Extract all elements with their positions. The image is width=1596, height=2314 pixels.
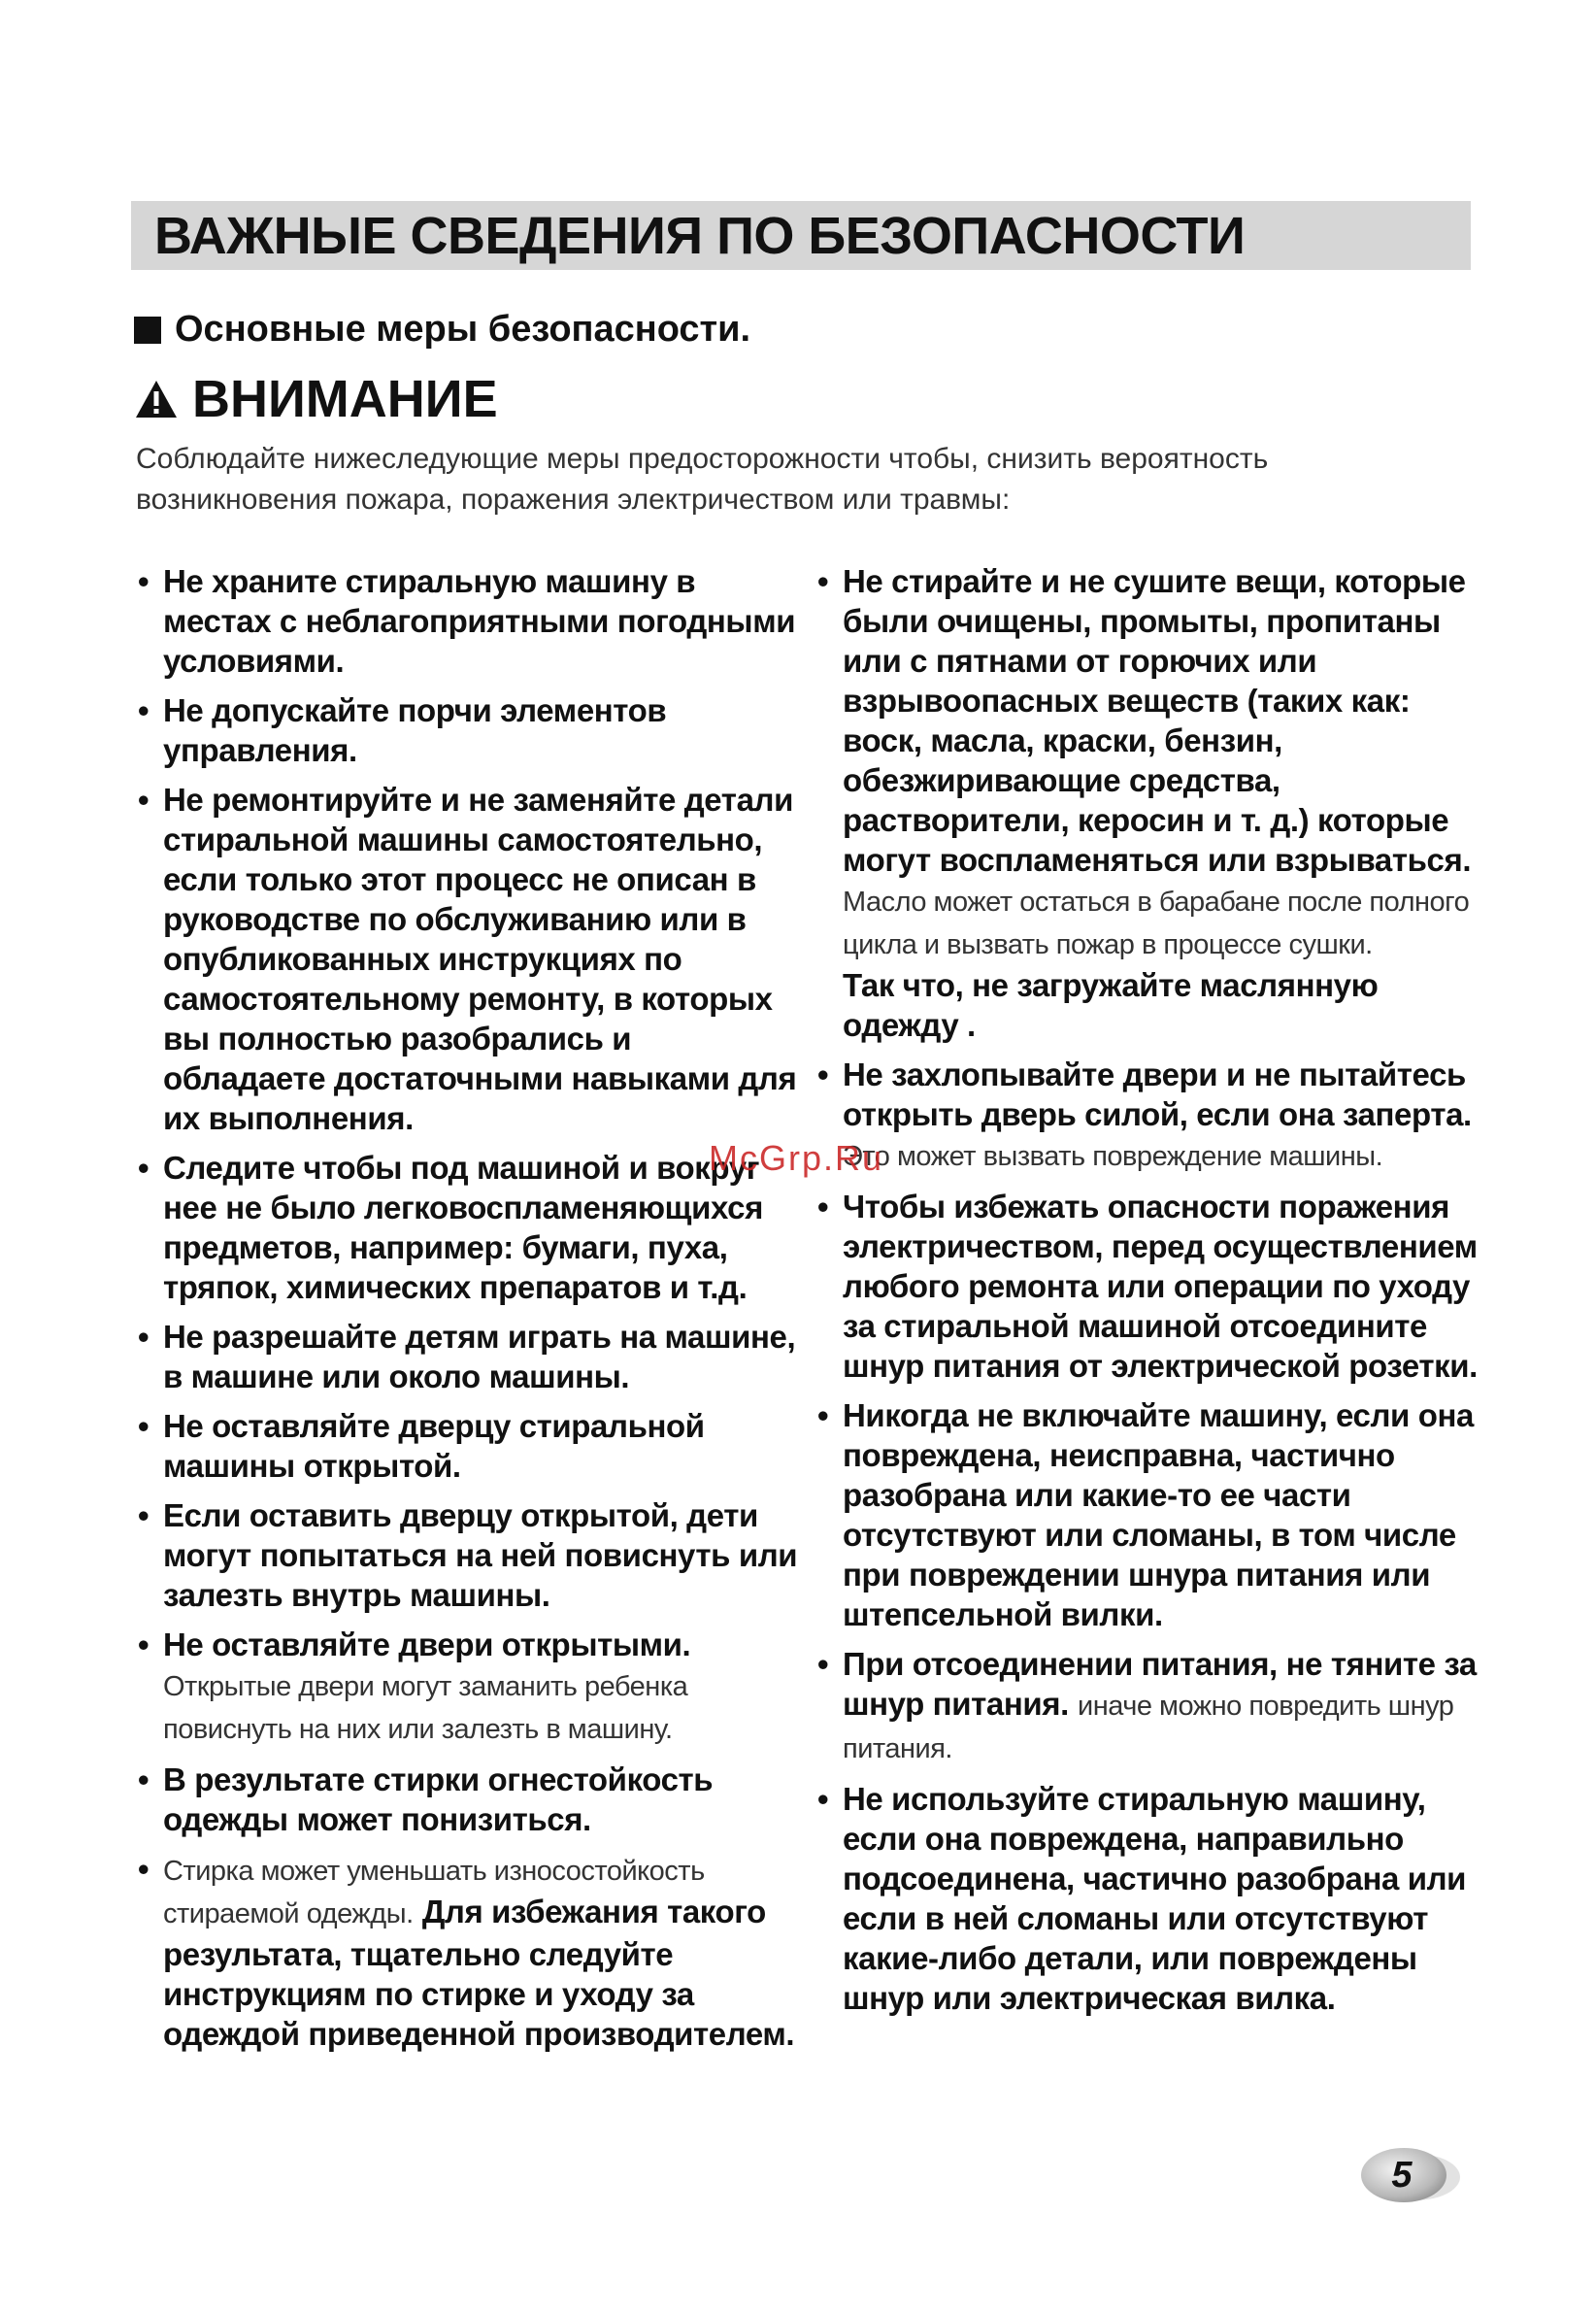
warning-heading [134,369,498,429]
item-note: Открытые двери могут заманить ребенка повиснуть на них или залезть в машину. [163,1671,688,1745]
bullet-mark: • [138,1497,150,1533]
item-text: Для избежания такого результата, тщательно следуйте инструкциям по стирке и уходу за одеждой приведенной производителем. [163,1894,795,2052]
bullet-mark: • [138,1408,150,1444]
bullet-item [817,1779,1478,2018]
bullet-mark: • [817,1397,829,1433]
item-text: Не ремонтируйте и не заменяйте детали стиральной машины самостоятельно, если только этот процесс не описан в руководстве по обслуживанию или в опубликованных инструкциях по самостоятельному ремонту, в которых вы полностью разобрались и обладаете достаточными навыками для их выполнения. [163,782,797,1136]
bullet-item [138,690,798,770]
bullet-item [817,1055,1478,1177]
bullet-mark: • [817,563,829,599]
item-text: Никогда не включайте машину, если она повреждена, неисправна, частично разобрана или какие-то ее части отсутствуют или сломаны, в том числе при повреждении шнура питания или штепсельной вилки. [843,1397,1474,1632]
bullet-item [138,780,798,1138]
bullet-item [138,1406,798,1486]
bullet-mark: • [138,1761,150,1797]
item-note: Это может вызвать повреждение машины. [843,1141,1383,1172]
bullet-item [817,1187,1478,1386]
item-text: Не стирайте и не сушите вещи, которые были очищены, промыты, пропитаны или с пятнами от горючих или взрывоопасных веществ (таких как: воск, масла, краски, бензин, обезжиривающие средства, растворители, керосин и т. д.) которые могут воспламеняться или взрываться. [843,563,1472,878]
bullet-item [817,1395,1478,1634]
bullet-item [817,1644,1478,1769]
bullet-mark: • [138,1851,150,1887]
item-text: Если оставить дверцу открытой, дети могут попытаться на ней повиснуть или залезть внутрь машины. [163,1497,798,1613]
bullet-mark: • [138,1627,150,1662]
square-bullet-icon [134,317,161,344]
item-text: Не используйте стиральную машину, если она повреждена, направильно подсоединена, частично разобрана или если в ней сломаны или отсутствуют какие-либо детали, или повреждены шнур или электрическая вилка. [843,1781,1467,2016]
item-text: При отсоединении питания, не тяните за шнур питания. [843,1646,1477,1722]
item-text: В результате стирки огнестойкость одежды может понизиться. [163,1761,714,1837]
watermark: McGrp.Ru [709,1138,884,1178]
item-text: Не разрешайте детям играть на машине, в машине или около машины. [163,1319,796,1394]
section-heading [134,309,750,351]
bullet-mark: • [138,563,150,599]
left-column [138,561,798,2063]
bullet-mark: • [817,1189,829,1224]
bullet-item [138,1317,798,1396]
item-text: Не оставляйте двери открытыми. [163,1627,691,1662]
item-text: Не храните стиральную машину в местах с неблагоприятными погодными условиями. [163,563,796,679]
bullet-item [138,1625,798,1750]
item-text: Не захлопывайте двери и не пытайтесь открыть дверь силой, если она заперта. [843,1056,1472,1132]
intro-paragraph: Соблюдайте нижеследующие меры предосторожности чтобы, снизить вероятность возникновения пожара, поражения электричеством или травмы: [136,443,1269,516]
page-number: 5 [1391,2154,1413,2196]
bullet-mark: • [817,1781,829,1817]
section-heading-text: Основные меры безопасности. [175,309,751,350]
bullet-mark: • [138,782,150,818]
bullet-mark: • [138,1150,150,1186]
warning-heading-text: ВНИМАНИЕ [192,370,498,428]
bullet-mark: • [138,1319,150,1355]
warning-triangle-icon [134,379,179,419]
item-text: Не допускайте порчи элементов управления. [163,692,667,768]
item-text: Чтобы избежать опасности поражения электричеством, перед осуществлением любого ремонта или операции по уходу за стиральной машиной отсоедините шнур питания от электрической розетки. [843,1189,1478,1384]
page-title-bar [131,201,1471,270]
bullet-item [138,1148,798,1307]
item-text: Так что, не загружайте маслянную одежду . [843,967,1379,1043]
item-text: Следите чтобы под машиной и вокруг нее не было легковоспламеняющихся предметов, например: бумаги, пуха, тряпок, химических препаратов и т.д. [163,1150,763,1305]
bullet-item [138,1760,798,1839]
page-title: ВАЖНЫЕ СВЕДЕНИЯ ПО БЕЗОПАСНОСТИ [154,206,1246,265]
bullet-mark: • [817,1056,829,1092]
bullet-item [138,561,798,681]
bullet-mark: • [138,692,150,728]
item-text: Не оставляйте дверцу стиральной машины открытой. [163,1408,705,1484]
bullet-item [138,1495,798,1615]
bullet-mark: • [817,1646,829,1682]
bullet-item [817,561,1478,1045]
item-note: иначе можно повредить шнур питания. [843,1691,1454,1764]
right-column [817,561,1478,2028]
item-note: Масло может остаться в барабане после полного цикла и вызвать пожар в процессе сушки. [843,887,1470,960]
item-note: Стирка может уменьшать износостойкость стираемой одежды. [163,1856,705,1929]
bullet-item [138,1849,798,2054]
